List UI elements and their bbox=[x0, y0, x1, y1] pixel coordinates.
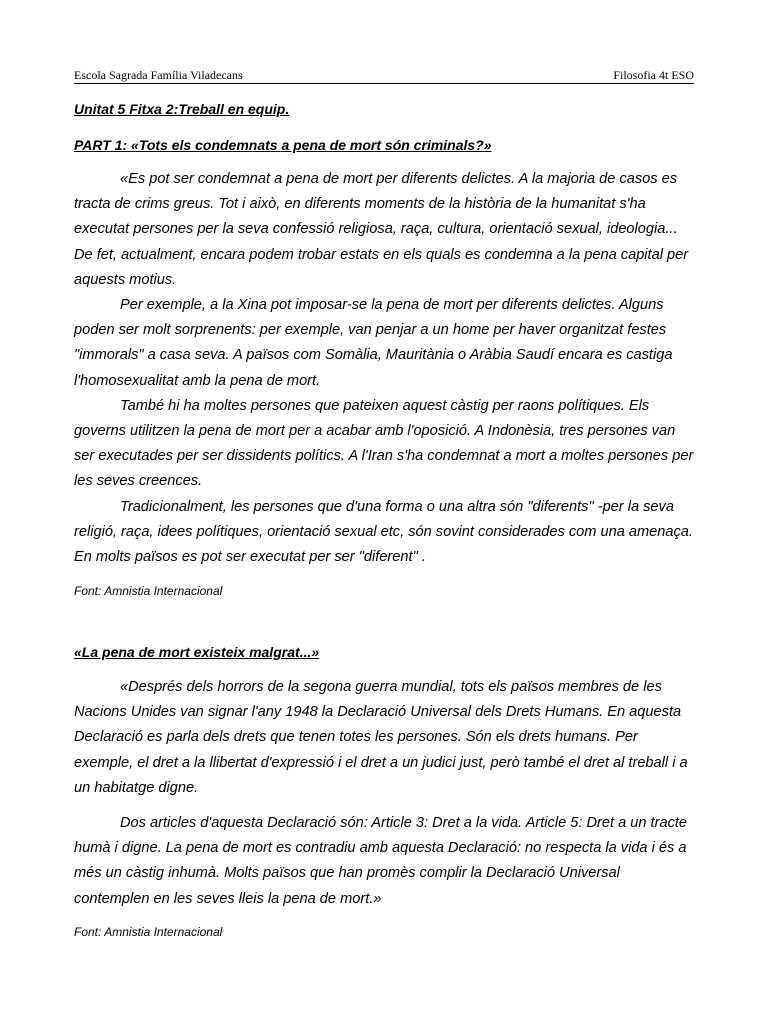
part1-title: PART 1: «Tots els condemnats a pena de mort són criminals?» bbox=[74, 137, 492, 153]
part2-body-2 bbox=[74, 811, 694, 912]
page-header bbox=[74, 68, 694, 84]
part1-paragraph: «Es pot ser condemnat a pena de mort per diferents delictes. A la majoria de casos es tracta de crims greus. Tot i això, en diferents moments de la història de la humanitat s'ha executat persones per la seva confessió religiosa, raça, cultura, orientació sexual, ideologia... De fet, actualment, encara podem trobar estats en els quals es condemna a la pena capital per aquests motius. bbox=[74, 171, 689, 288]
part2-paragraph: Dos articles d'aquesta Declaració són: Article 3: Dret a la vida. Article 5: Dret a un tracte humà i digne. La pena de mort es contradiu amb aquesta Declaració: no respecta la vida i és a més un càstig inhumà. Molts països que han promès complir la Declaració Universal contemplen en les seves lleis la pena de mort.» bbox=[74, 815, 688, 907]
part2-body-1 bbox=[74, 675, 694, 801]
part1-body bbox=[74, 167, 694, 570]
school-name: Escola Sagrada Família Viladecans bbox=[74, 68, 243, 82]
part1-paragraph: Tradicionalment, les persones que d'una forma o una altra són "diferents" -per la seva religió, raça, idees polítiques, orientació sexual etc, són sovint considerades com una amenaça. En molts països es pot ser executat per ser "diferent" . bbox=[74, 498, 693, 566]
part1-paragraph: Per exemple, a la Xina pot imposar-se la pena de mort per diferents delictes. Alguns poden ser molt sorprenents: per exemple, van penjar a un home per haver organitzat festes "immorals" a casa seva. A països com Somàlia, Mauritània o Aràbia Saudí encara es castiga l'homosexualitat amb la pena de mort. bbox=[74, 297, 673, 389]
unit-title: Unitat 5 Fitxa 2:Treball en equip. bbox=[74, 101, 290, 117]
part1-paragraph: També hi ha moltes persones que pateixen aquest càstig per raons polítiques. Els governs utilitzen la pena de mort per a acabar amb l'oposició. A Indonèsia, tres persones van ser executades per ser dissidents polítics. A l'Iran s'ha condemnat a mort a moltes persones per les seves creences. bbox=[74, 397, 694, 490]
part2-title: «La pena de mort existeix malgrat...» bbox=[74, 644, 320, 660]
course-name: Filosofia 4t ESO bbox=[613, 68, 694, 82]
part2-paragraph: «Després dels horrors de la segona guerra mundial, tots els països membres de les Nacions Unides van signar l'any 1948 la Declaració Universal dels Drets Humans. En aquesta Declaració es parla dels drets que tenen totes les persones. Són els drets humans. Per exemple, el dret a la llibertat d'expressió i el dret a un judici just, però també el dret al treball i a un habitatge digne. bbox=[74, 679, 688, 796]
part2-source: Font: Amnistia Internacional bbox=[74, 925, 223, 939]
part1-source: Font: Amnistia Internacional bbox=[74, 584, 223, 598]
